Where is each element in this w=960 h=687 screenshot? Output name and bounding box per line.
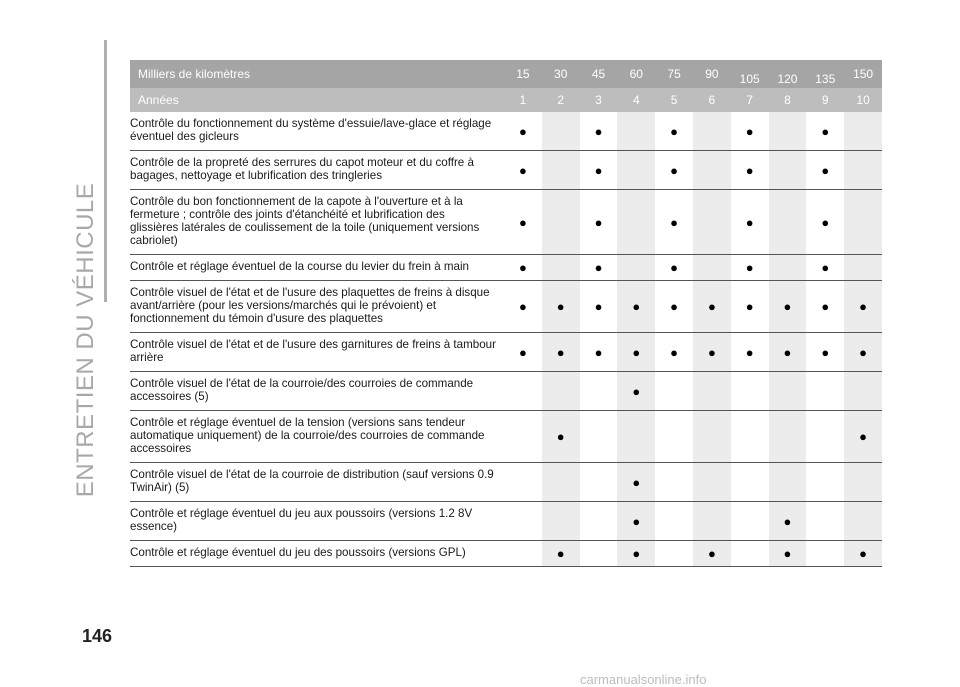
check-dot-icon: ● <box>670 299 679 314</box>
interval-cell <box>580 281 618 333</box>
interval-cell <box>731 281 769 333</box>
interval-cell <box>693 372 731 411</box>
interval-cell <box>617 333 655 372</box>
interval-cell <box>731 255 769 281</box>
year-header-cell: 10 <box>844 88 882 112</box>
interval-cell <box>617 190 655 255</box>
interval-cell <box>504 112 542 151</box>
operation-description: Contrôle et réglage éventuel de la course du levier du frein à main <box>130 255 504 281</box>
year-header-cell: 1 <box>504 88 542 112</box>
interval-cell <box>693 255 731 281</box>
check-dot-icon: ● <box>556 344 565 360</box>
check-dot-icon: ● <box>594 344 603 360</box>
check-dot-icon: ● <box>556 299 565 314</box>
check-dot-icon: ● <box>556 546 565 561</box>
operation-description: Contrôle du fonctionnement du système d'essuie/lave-glace et réglage éventuel des gicleurs <box>130 112 504 151</box>
interval-cell <box>504 151 542 190</box>
section-title: ENTRETIEN DU VÉHICULE <box>72 182 99 498</box>
interval-cell <box>580 333 618 372</box>
page-number: 146 <box>82 626 113 646</box>
interval-cell <box>806 255 844 281</box>
check-dot-icon: ● <box>670 162 679 178</box>
km-header-cell: 120 <box>769 60 807 88</box>
interval-cell <box>504 333 542 372</box>
operation-description: Contrôle du bon fonctionnement de la capote à l'ouverture et à la fermeture ; contrôle des joints d'étanchéité et lubrification des glissières latérales de coulissement de la toile (uniquement versions cabriolet) <box>130 190 504 255</box>
interval-cell <box>769 255 807 281</box>
check-dot-icon: ● <box>745 123 754 139</box>
check-dot-icon: ● <box>745 344 754 360</box>
interval-cell <box>731 372 769 411</box>
table-row <box>130 190 882 255</box>
check-dot-icon: ● <box>556 429 565 444</box>
interval-cell <box>844 281 882 333</box>
year-header-cell: 7 <box>731 88 769 112</box>
interval-cell <box>806 333 844 372</box>
check-dot-icon: ● <box>745 214 754 230</box>
interval-cell <box>655 541 693 567</box>
check-dot-icon: ● <box>518 299 527 314</box>
interval-cell <box>580 151 618 190</box>
km-header-row <box>130 60 882 88</box>
interval-cell <box>542 502 580 541</box>
check-dot-icon: ● <box>594 299 603 314</box>
interval-cell <box>504 411 542 463</box>
check-dot-icon: ● <box>632 474 641 490</box>
interval-cell <box>806 281 844 333</box>
check-dot-icon: ● <box>783 344 792 360</box>
check-dot-icon: ● <box>859 299 868 314</box>
interval-cell <box>769 151 807 190</box>
interval-cell <box>617 112 655 151</box>
maintenance-table <box>130 60 882 567</box>
operation-description: Contrôle visuel de l'état et de l'usure des plaquettes de freins à disque avant/arrière (pour les versions/marchés qui le prévoient) et fonctionnement du témoin d'usure des plaquettes <box>130 281 504 333</box>
interval-cell <box>731 463 769 502</box>
interval-cell <box>844 333 882 372</box>
km-header-cell: 60 <box>617 60 655 88</box>
check-dot-icon: ● <box>783 546 792 561</box>
check-dot-icon: ● <box>632 383 641 399</box>
interval-cell <box>693 411 731 463</box>
interval-cell <box>769 281 807 333</box>
table-row <box>130 281 882 333</box>
interval-cell <box>844 190 882 255</box>
check-dot-icon: ● <box>707 344 716 360</box>
interval-cell <box>769 541 807 567</box>
interval-cell <box>617 255 655 281</box>
check-dot-icon: ● <box>859 546 868 561</box>
interval-cell <box>693 281 731 333</box>
check-dot-icon: ● <box>594 260 603 275</box>
interval-cell <box>806 372 844 411</box>
check-dot-icon: ● <box>632 546 641 561</box>
check-dot-icon: ● <box>821 214 830 230</box>
check-dot-icon: ● <box>707 299 716 314</box>
interval-cell <box>769 411 807 463</box>
years-header-label: Années <box>130 88 504 112</box>
check-dot-icon: ● <box>518 344 527 360</box>
interval-cell <box>769 463 807 502</box>
interval-cell <box>617 151 655 190</box>
interval-cell <box>580 541 618 567</box>
check-dot-icon: ● <box>745 162 754 178</box>
interval-cell <box>731 502 769 541</box>
interval-cell <box>844 502 882 541</box>
interval-cell <box>542 112 580 151</box>
interval-cell <box>655 112 693 151</box>
km-header-cell: 30 <box>542 60 580 88</box>
interval-cell <box>542 151 580 190</box>
km-header-cell: 135 <box>806 60 844 88</box>
interval-cell <box>580 372 618 411</box>
check-dot-icon: ● <box>632 513 641 529</box>
table-row <box>130 112 882 151</box>
interval-cell <box>580 255 618 281</box>
operation-description: Contrôle et réglage éventuel de la tension (versions sans tendeur automatique uniquement) de la courroie/des courroies de commande accessoires <box>130 411 504 463</box>
interval-cell <box>655 463 693 502</box>
year-header-cell: 9 <box>806 88 844 112</box>
interval-cell <box>769 190 807 255</box>
check-dot-icon: ● <box>821 260 830 275</box>
interval-cell <box>769 502 807 541</box>
table-row <box>130 151 882 190</box>
interval-cell <box>844 463 882 502</box>
table-row <box>130 411 882 463</box>
interval-cell <box>731 411 769 463</box>
interval-cell <box>542 411 580 463</box>
watermark: carmanualsonline.info <box>580 672 707 687</box>
check-dot-icon: ● <box>670 344 679 360</box>
interval-cell <box>731 112 769 151</box>
check-dot-icon: ● <box>745 260 754 275</box>
interval-cell <box>693 333 731 372</box>
table-row <box>130 463 882 502</box>
interval-cell <box>504 255 542 281</box>
check-dot-icon: ● <box>670 260 679 275</box>
interval-cell <box>769 333 807 372</box>
interval-cell <box>542 372 580 411</box>
check-dot-icon: ● <box>632 344 641 360</box>
interval-cell <box>655 281 693 333</box>
interval-cell <box>617 502 655 541</box>
year-header-cell: 6 <box>693 88 731 112</box>
interval-cell <box>504 502 542 541</box>
check-dot-icon: ● <box>859 344 868 360</box>
table-row <box>130 541 882 567</box>
interval-cell <box>693 151 731 190</box>
interval-cell <box>542 333 580 372</box>
check-dot-icon: ● <box>859 429 868 444</box>
check-dot-icon: ● <box>632 299 641 314</box>
interval-cell <box>731 190 769 255</box>
interval-cell <box>542 541 580 567</box>
interval-cell <box>655 372 693 411</box>
check-dot-icon: ● <box>594 214 603 230</box>
interval-cell <box>844 255 882 281</box>
interval-cell <box>617 372 655 411</box>
interval-cell <box>806 541 844 567</box>
check-dot-icon: ● <box>594 162 603 178</box>
year-header-cell: 5 <box>655 88 693 112</box>
operation-description: Contrôle de la propreté des serrures du capot moteur et du coffre à bagages, nettoyage et lubrification des tringleries <box>130 151 504 190</box>
interval-cell <box>731 541 769 567</box>
check-dot-icon: ● <box>821 123 830 139</box>
km-header-label: Milliers de kilomètres <box>130 60 504 88</box>
interval-cell <box>806 463 844 502</box>
km-header-cell: 75 <box>655 60 693 88</box>
year-header-cell: 4 <box>617 88 655 112</box>
years-header-row <box>130 88 882 112</box>
interval-cell <box>504 190 542 255</box>
operation-description: Contrôle visuel de l'état de la courroie/des courroies de commande accessoires (5) <box>130 372 504 411</box>
check-dot-icon: ● <box>783 513 792 529</box>
interval-cell <box>580 502 618 541</box>
check-dot-icon: ● <box>670 214 679 230</box>
interval-cell <box>806 151 844 190</box>
table-row <box>130 255 882 281</box>
interval-cell <box>806 190 844 255</box>
interval-cell <box>693 190 731 255</box>
check-dot-icon: ● <box>707 546 716 561</box>
operation-description: Contrôle et réglage éventuel du jeu aux poussoirs (versions 1.2 8V essence) <box>130 502 504 541</box>
table-row <box>130 372 882 411</box>
interval-cell <box>769 372 807 411</box>
interval-cell <box>504 372 542 411</box>
interval-cell <box>731 151 769 190</box>
interval-cell <box>769 112 807 151</box>
interval-cell <box>806 411 844 463</box>
check-dot-icon: ● <box>670 123 679 139</box>
interval-cell <box>617 411 655 463</box>
interval-cell <box>655 255 693 281</box>
interval-cell <box>693 112 731 151</box>
interval-cell <box>504 463 542 502</box>
interval-cell <box>844 372 882 411</box>
interval-cell <box>580 463 618 502</box>
interval-cell <box>542 255 580 281</box>
interval-cell <box>693 463 731 502</box>
section-divider <box>104 40 107 302</box>
year-header-cell: 8 <box>769 88 807 112</box>
interval-cell <box>655 190 693 255</box>
check-dot-icon: ● <box>594 123 603 139</box>
check-dot-icon: ● <box>821 299 830 314</box>
interval-cell <box>617 541 655 567</box>
interval-cell <box>580 411 618 463</box>
operation-description: Contrôle visuel de l'état de la courroie de distribution (sauf versions 0.9 TwinAir) (5) <box>130 463 504 502</box>
check-dot-icon: ● <box>783 299 792 314</box>
interval-cell <box>542 190 580 255</box>
check-dot-icon: ● <box>745 299 754 314</box>
interval-cell <box>844 112 882 151</box>
check-dot-icon: ● <box>518 123 527 139</box>
check-dot-icon: ● <box>821 344 830 360</box>
operation-description: Contrôle et réglage éventuel du jeu des poussoirs (versions GPL) <box>130 541 504 567</box>
km-header-cell: 90 <box>693 60 731 88</box>
check-dot-icon: ● <box>518 214 527 230</box>
interval-cell <box>580 112 618 151</box>
interval-cell <box>693 541 731 567</box>
check-dot-icon: ● <box>821 162 830 178</box>
interval-cell <box>617 463 655 502</box>
interval-cell <box>844 151 882 190</box>
interval-cell <box>806 112 844 151</box>
interval-cell <box>617 281 655 333</box>
interval-cell <box>542 281 580 333</box>
table-row <box>130 502 882 541</box>
interval-cell <box>655 151 693 190</box>
km-header-cell: 45 <box>580 60 618 88</box>
interval-cell <box>542 463 580 502</box>
interval-cell <box>655 333 693 372</box>
interval-cell <box>580 190 618 255</box>
interval-cell <box>806 502 844 541</box>
year-header-cell: 3 <box>580 88 618 112</box>
check-dot-icon: ● <box>518 162 527 178</box>
interval-cell <box>655 502 693 541</box>
interval-cell <box>655 411 693 463</box>
check-dot-icon: ● <box>518 260 527 275</box>
interval-cell <box>504 541 542 567</box>
interval-cell <box>504 281 542 333</box>
interval-cell <box>731 333 769 372</box>
table-row <box>130 333 882 372</box>
year-header-cell: 2 <box>542 88 580 112</box>
interval-cell <box>844 411 882 463</box>
operation-description: Contrôle visuel de l'état et de l'usure des garnitures de freins à tambour arrière <box>130 333 504 372</box>
interval-cell <box>693 502 731 541</box>
km-header-cell: 15 <box>504 60 542 88</box>
km-header-cell: 150 <box>844 60 882 88</box>
km-header-cell: 105 <box>731 60 769 88</box>
interval-cell <box>844 541 882 567</box>
